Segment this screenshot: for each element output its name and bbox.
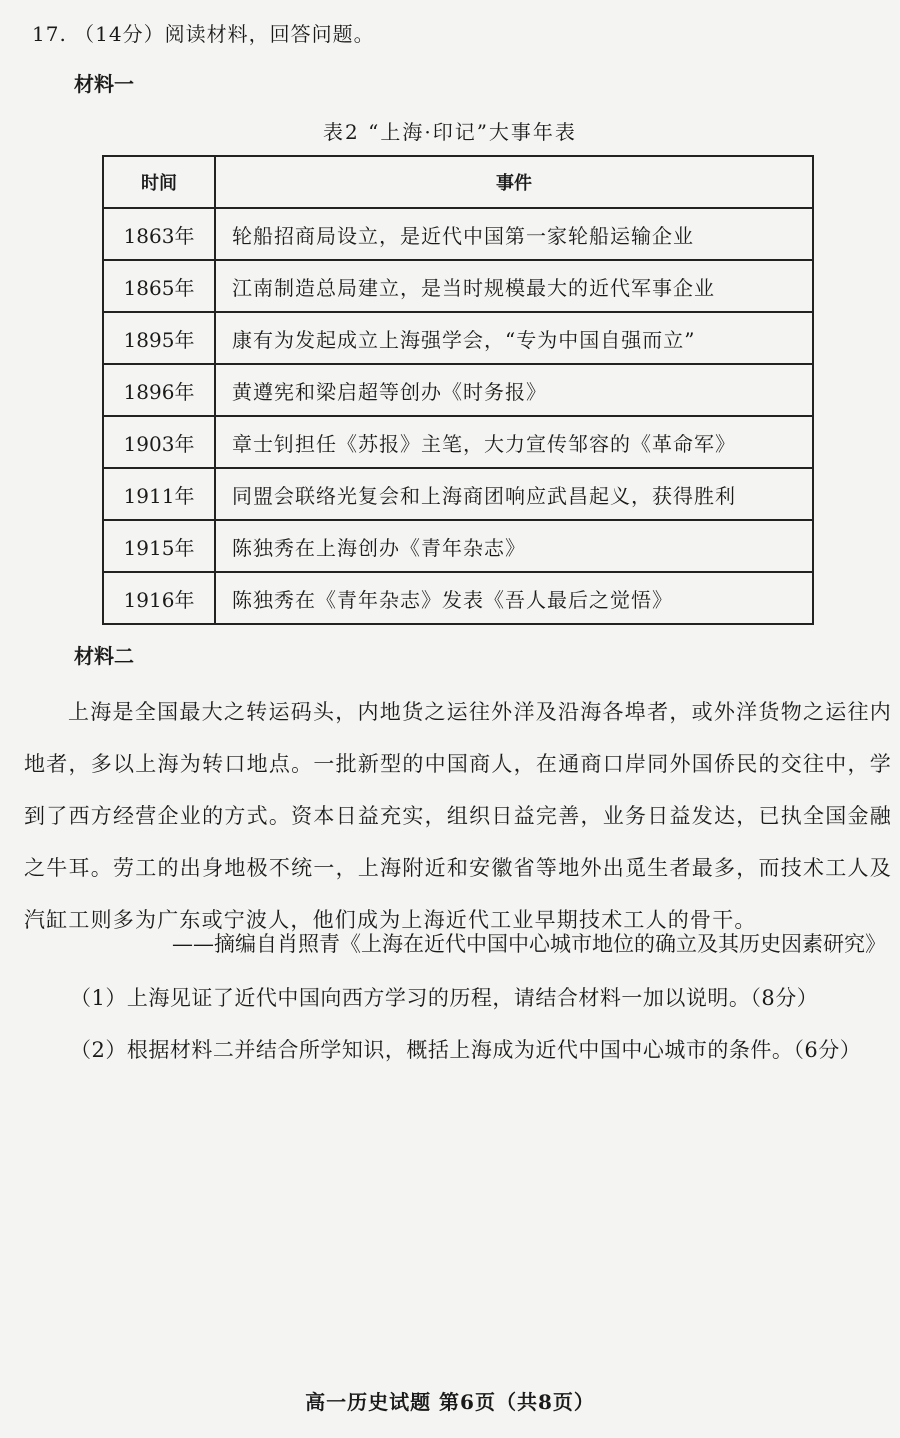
table-row: [103, 260, 813, 312]
row-year: 1895年: [103, 312, 215, 364]
column-header-time: 时间: [103, 156, 215, 208]
column-header-event: 事件: [215, 156, 813, 208]
table-header-row: [103, 156, 813, 208]
row-event: 章士钊担任《苏报》主笔，大力宣传邹容的《革命军》: [215, 416, 813, 468]
page-footer: 高一历史试题 第6页（共8页）: [305, 1390, 595, 1414]
sub-question-1: （1）上海见证了近代中国向西方学习的历程，请结合材料一加以说明。（8分）: [70, 986, 819, 1010]
row-event: 同盟会联络光复会和上海商团响应武昌起义，获得胜利: [215, 468, 813, 520]
material-two-paragraph: 上海是全国最大之转运码头，内地货之运往外洋及沿海各埠者，或外洋货物之运往内地者，多以上海为转口地点。一批新型的中国商人，在通商口岸同外国侨民的交往中，学到了西方经营企业的方式。资本日益充实，组织日益完善，业务日益发达，已执全国金融之牛耳。劳工的出身地极不统一，上海附近和安徽省等地外出觅生者最多，而技术工人及汽缸工则多为广东或宁波人，他们成为上海近代工业早期技术工人的骨干。: [24, 700, 892, 932]
row-event: 康有为发起成立上海强学会，“专为中国自强而立”: [215, 312, 813, 364]
row-event: 陈独秀在《青年杂志》发表《吾人最后之觉悟》: [215, 572, 813, 624]
row-year: 1863年: [103, 208, 215, 260]
table-row: [103, 312, 813, 364]
events-table: [102, 155, 814, 625]
row-event: 轮船招商局设立，是近代中国第一家轮船运输企业: [215, 208, 813, 260]
sub-question-2: （2）根据材料二并结合所学知识，概括上海成为近代中国中心城市的条件。（6分）: [70, 1038, 862, 1062]
table-row: [103, 520, 813, 572]
table-row: [103, 364, 813, 416]
source-citation: ——摘编自肖照青《上海在近代中国中心城市地位的确立及其历史因素研究》: [172, 932, 886, 956]
material-two-label: 材料二: [74, 644, 134, 668]
material-one-label: 材料一: [74, 72, 134, 96]
row-year: 1911年: [103, 468, 215, 520]
row-event: 陈独秀在上海创办《青年杂志》: [215, 520, 813, 572]
row-year: 1896年: [103, 364, 215, 416]
row-year: 1903年: [103, 416, 215, 468]
row-year: 1865年: [103, 260, 215, 312]
question-header: 17. （14分）阅读材料，回答问题。: [32, 22, 375, 46]
table-row: [103, 416, 813, 468]
table-row: [103, 468, 813, 520]
table-row: [103, 208, 813, 260]
row-year: 1915年: [103, 520, 215, 572]
row-event: 江南制造总局建立，是当时规模最大的近代军事企业: [215, 260, 813, 312]
row-year: 1916年: [103, 572, 215, 624]
row-event: 黄遵宪和梁启超等创办《时务报》: [215, 364, 813, 416]
table-title: 表2 “上海·印记”大事年表: [323, 120, 577, 144]
table-row: [103, 572, 813, 624]
